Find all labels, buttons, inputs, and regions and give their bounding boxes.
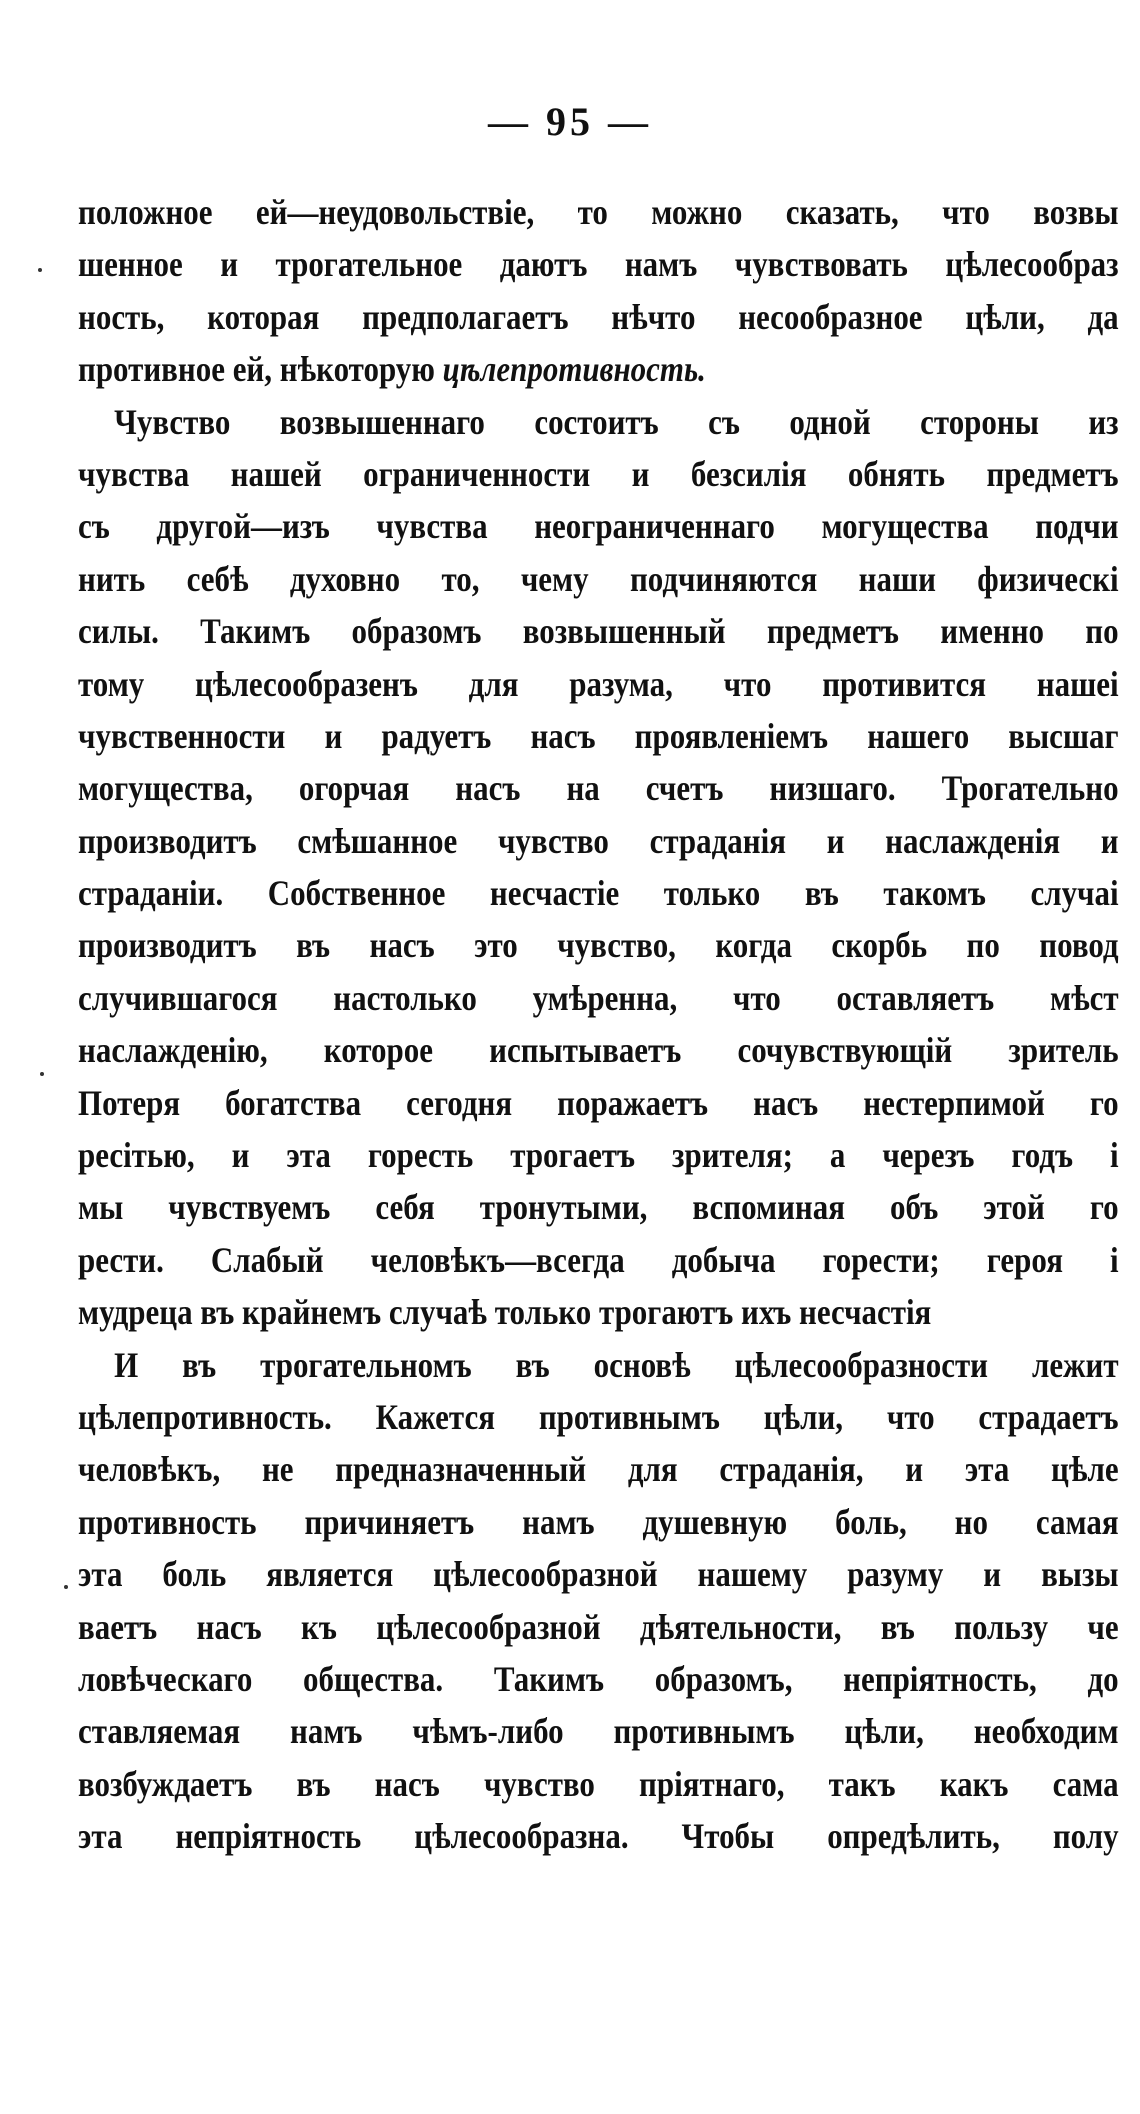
text-line [78,1234,1119,1286]
text-line [78,1758,1119,1810]
text-line [78,972,1119,1024]
text-line [78,396,1119,448]
text-line [78,1129,1119,1181]
text-line-content: противность причиняетъ намъ душевную боль, но самая [78,1501,1119,1542]
text-line-content: эта боль является цѣлесообразной нашему разуму и вызы [78,1554,1119,1595]
text-line [78,762,1119,814]
text-line-content: съ другой—изъ чувства неограниченнаго могущества подчи [78,506,1119,547]
text-line-content: могущества, огорчая насъ на счетъ низшаго. Трогательно [78,768,1119,809]
text-line-content: эта непріятность цѣлесообразна. Чтобы опредѣлить, полу [78,1816,1119,1857]
text-line-content: возбуждаетъ въ насъ чувство пріятнаго, такъ какъ сама [78,1763,1119,1804]
text-line-content: ловѣческаго общества. Такимъ образомъ, непріятность, до [78,1658,1119,1699]
text-line-content: Чувство возвышеннаго состоитъ съ одной стороны из [114,401,1119,442]
text-line-content: положное ей—неудовольствіе, то можно сказать, что возвы [78,192,1119,232]
text-line-content: противное ей, нѣкоторую [78,349,443,390]
page-text [78,186,1118,1863]
text-line [78,1181,1119,1233]
print-speck [38,268,42,272]
text-line [78,1601,1119,1653]
text-line [78,1548,1119,1600]
text-line-content: мы чувствуемъ себя тронутыми, вспоминая объ этой го [78,1187,1119,1228]
text-line [78,186,1119,238]
text-line-content: человѣкъ, не предназначенный для страданія, и эта цѣле [78,1449,1119,1490]
print-speck [64,1585,68,1589]
text-line [78,815,1119,867]
text-line-content: случившагося настолько умѣренна, что оставляетъ мѣст [78,977,1119,1018]
text-line [78,1496,1119,1548]
print-speck [40,1072,44,1076]
text-line [78,448,1119,500]
text-line [78,1286,1119,1338]
text-line-content: ваетъ насъ къ цѣлесообразной дѣятельности, въ пользу че [78,1606,1119,1647]
text-line-content: производитъ въ насъ это чувство, когда скорбь по повод [78,925,1119,966]
text-line-content: мудреца въ крайнемъ случаѣ только трогаютъ ихъ несчастія [78,1292,932,1333]
text-line [78,500,1119,552]
text-line-content: шенное и трогательное даютъ намъ чувствовать цѣлесообраз [78,244,1119,285]
text-line [78,658,1119,710]
text-line [78,1705,1119,1757]
text-line [78,1339,1119,1391]
text-line [78,1024,1119,1076]
text-line-content: наслажденію, которое испытываетъ сочувствующій зритель [78,1030,1119,1071]
text-line-content: чувственности и радуетъ насъ проявленіемъ нашего высшаг [78,715,1119,756]
text-line [78,1391,1119,1443]
text-line-content: силы. Такимъ образомъ возвышенный предметъ именно по [78,611,1119,652]
text-line-content: нить себѣ духовно то, чему подчиняются наши физическі [78,558,1119,599]
text-line-content: ресітью, и эта горесть трогаетъ зрителя; а черезъ годъ і [78,1135,1119,1176]
text-line [78,553,1119,605]
text-line [78,1810,1119,1862]
text-line-content: чувства нашей ограниченности и безсилія обнять предметъ [78,453,1119,494]
text-line [78,291,1119,343]
text-line-content: ность, которая предполагаетъ нѣчто несообразное цѣли, да [78,296,1119,337]
text-line [78,867,1119,919]
text-line-content: тому цѣлесообразенъ для разума, что противится нашеі [78,663,1119,704]
text-line [78,1653,1119,1705]
text-line-content: страданіи. Собственное несчастіе только въ такомъ случаі [78,873,1119,914]
text-line [78,343,1119,395]
text-line-content: производитъ смѣшанное чувство страданія и наслажденія и [78,820,1119,861]
text-line-content: ставляемая намъ чѣмъ-либо противнымъ цѣли, необходим [78,1711,1119,1752]
text-line-content: Потеря богатства сегодня поражаетъ насъ нестерпимой го [78,1082,1119,1123]
text-line-content: рести. Слабый человѣкъ—всегда добыча горести; героя і [78,1239,1119,1280]
text-line [78,710,1119,762]
text-line-content: И въ трогательномъ въ основѣ цѣлесообразности лежит [114,1344,1119,1385]
text-line [78,1443,1119,1495]
text-line [78,238,1119,290]
text-line [78,605,1119,657]
text-line [78,919,1119,971]
page-number: — 95 — [488,99,652,144]
text-line [78,1077,1119,1129]
emphasized-term: цѣлепротивность. [442,349,706,390]
text-line-content: цѣлепротивность. Кажется противнымъ цѣли, что страдаетъ [78,1396,1119,1437]
